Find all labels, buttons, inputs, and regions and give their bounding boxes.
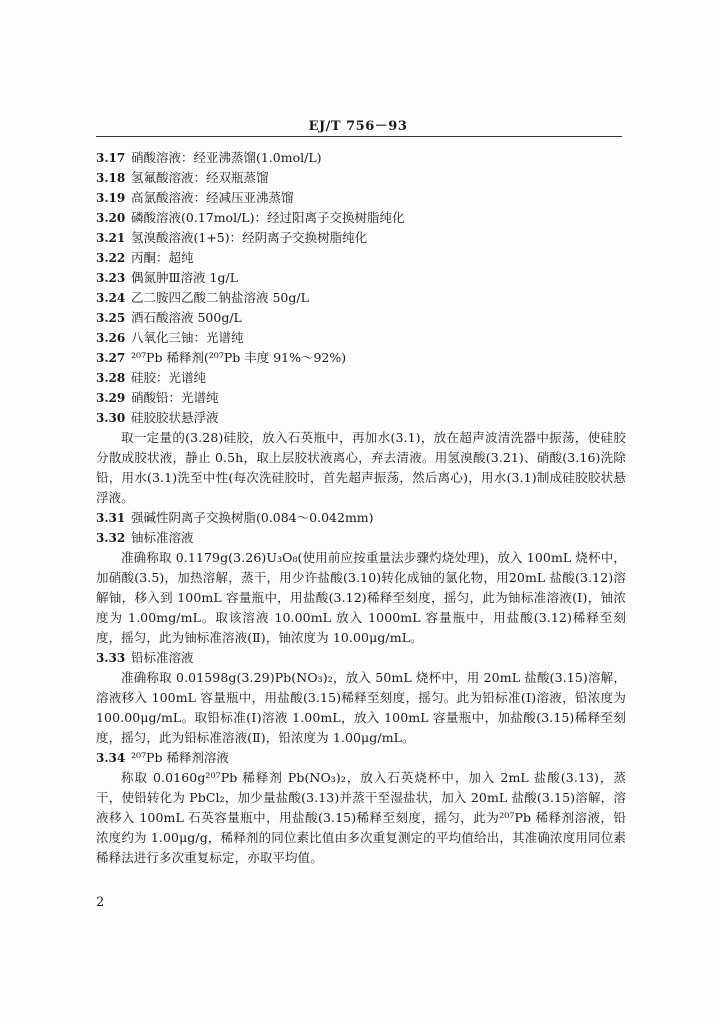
item-number: 3.25 — [96, 311, 126, 325]
item-text: 硅胶胶状悬浮液 — [131, 410, 219, 425]
item-number: 3.24 — [96, 291, 126, 305]
item-text: 丙酮：超纯 — [131, 250, 194, 265]
list-item — [96, 408, 626, 428]
item-number: 3.30 — [96, 411, 126, 425]
item-number: 3.33 — [96, 651, 126, 665]
item-number: 3.28 — [96, 371, 126, 385]
item-text: 硝酸铅：光谱纯 — [131, 390, 219, 405]
list-item — [96, 308, 626, 328]
list-item — [96, 148, 626, 168]
item-text: 硝酸溶液：经亚沸蒸馏(1.0mol/L) — [131, 150, 322, 165]
item-text: 铅标准溶液 — [131, 650, 194, 665]
list-item-3-34 — [96, 748, 626, 768]
item-text: ²⁰⁷Pb 稀释剂溶液 — [131, 750, 229, 765]
item-number: 3.29 — [96, 391, 126, 405]
item-number: 3.20 — [96, 211, 126, 225]
reagent-list — [96, 148, 626, 428]
paragraph-3-33: 准确称取 0.01598g(3.29)Pb(NO₃)₂，放入 50mL 烧杯中，用 20mL 盐酸(3.15)溶解，溶液移入 100mL 容量瓶中，用盐酸(3.15)稀释至刻度，摇匀。此为铅标准(Ⅰ)溶液，铅浓度为 100.00μg/mL。取铅标准(Ⅰ)溶液 1.00mL，放入 100mL 容量瓶中，加盐酸(3.15)稀释至刻度，摇匀，此为铅标准溶液(Ⅱ)，铅浓度为 1.00μg/mL。 — [96, 670, 626, 745]
item-number: 3.26 — [96, 331, 126, 345]
paragraph-3-34: 称取 0.0160g²⁰⁷Pb 稀释剂 Pb(NO₃)₂，放入石英烧杯中，加入 2mL 盐酸(3.13)，蒸干，使铅转化为 PbCl₂，加少量盐酸(3.13)并蒸干至湿盐状，加入 20mL 盐酸(3.15)溶解，溶液移入 100mL 石英容量瓶中，用盐酸(3.15)稀释至刻度，摇匀，此为²⁰⁷Pb 稀释剂溶液，铅浓度约为 1.00μg/g，稀释剂的同位素比值由多次重复测定的平均值给出，其准确浓度用同位素稀释法进行多次重复标定，亦取平均值。 — [96, 770, 626, 865]
list-item — [96, 348, 626, 368]
item-text: 八氧化三铀：光谱纯 — [131, 330, 244, 345]
item-text: 磷酸溶液(0.17mol/L)：经过阳离子交换树脂纯化 — [131, 210, 405, 225]
page-number: 2 — [96, 895, 105, 910]
item-number: 3.27 — [96, 351, 126, 365]
list-item — [96, 368, 626, 388]
item-number: 3.17 — [96, 151, 126, 165]
list-item-3-33 — [96, 648, 626, 668]
item-number: 3.22 — [96, 251, 126, 265]
main-content — [96, 148, 626, 868]
list-item — [96, 188, 626, 208]
item-text: 乙二胺四乙酸二钠盐溶液 50g/L — [131, 290, 309, 305]
list-item — [96, 208, 626, 228]
list-item — [96, 388, 626, 408]
item-number: 3.19 — [96, 191, 126, 205]
list-item — [96, 248, 626, 268]
item-text: ²⁰⁷Pb 稀释剂(²⁰⁷Pb 丰度 91%～92%) — [131, 350, 347, 365]
item-text: 偶氮肿Ⅲ溶液 1g/L — [131, 270, 238, 285]
list-item — [96, 268, 626, 288]
list-item — [96, 288, 626, 308]
item-text: 氢氟酸溶液：经双瓶蒸馏 — [131, 170, 269, 185]
item-text: 酒石酸溶液 500g/L — [131, 310, 242, 325]
paragraph-3-32: 准确称取 0.1179g(3.26)U₃O₈(使用前应按重量法步骤灼烧处理)，放入 100mL 烧杯中，加硝酸(3.5)，加热溶解，蒸干，用少许盐酸(3.10)转化成铀的氯化物，用20mL 盐酸(3.12)溶解铀，移入到 100mL 容量瓶中，用盐酸(3.12)稀释至刻度，摇匀，此为铀标准溶液(Ⅰ)，铀浓度为 1.00mg/mL。取该溶液 10.00mL 放入 1000mL 容量瓶中，用盐酸(3.12)稀释至刻度，摇匀，此为铀标准溶液(Ⅱ)，铀浓度为 10.00μg/mL。 — [96, 550, 626, 645]
doc-header: EJ/T 756－93 — [308, 119, 408, 134]
item-text: 强碱性阴离子交换树脂(0.084～0.042mm) — [131, 510, 374, 525]
item-text: 铀标准溶液 — [131, 530, 194, 545]
header-rule — [96, 136, 622, 137]
list-item — [96, 328, 626, 348]
list-item-3-31 — [96, 508, 626, 528]
item-number: 3.31 — [96, 511, 126, 525]
item-number: 3.21 — [96, 231, 126, 245]
paragraph-3-30: 取一定量的(3.28)硅胶，放入石英瓶中，再加水(3.1)，放在超声波清洗器中振荡，使硅胶分散成胶状液，静止 0.5h，取上层胶状液离心，弃去清液。用氢溴酸(3.21)、硝酸(3.16)洗除铅，用水(3.1)洗至中性(每次洗硅胶时，首先超声振荡，然后离心)，用水(3.1)制成硅胶胶状悬浮液。 — [96, 430, 626, 505]
item-text: 氢溴酸溶液(1+5)：经阴离子交换树脂纯化 — [131, 230, 368, 245]
item-number: 3.32 — [96, 531, 126, 545]
list-item — [96, 168, 626, 188]
item-text: 高氯酸溶液：经减压亚沸蒸馏 — [131, 190, 294, 205]
item-number: 3.23 — [96, 271, 126, 285]
item-number: 3.34 — [96, 751, 126, 765]
list-item — [96, 228, 626, 248]
item-text: 硅胶：光谱纯 — [131, 370, 207, 385]
item-number: 3.18 — [96, 171, 126, 185]
list-item-3-32 — [96, 528, 626, 548]
